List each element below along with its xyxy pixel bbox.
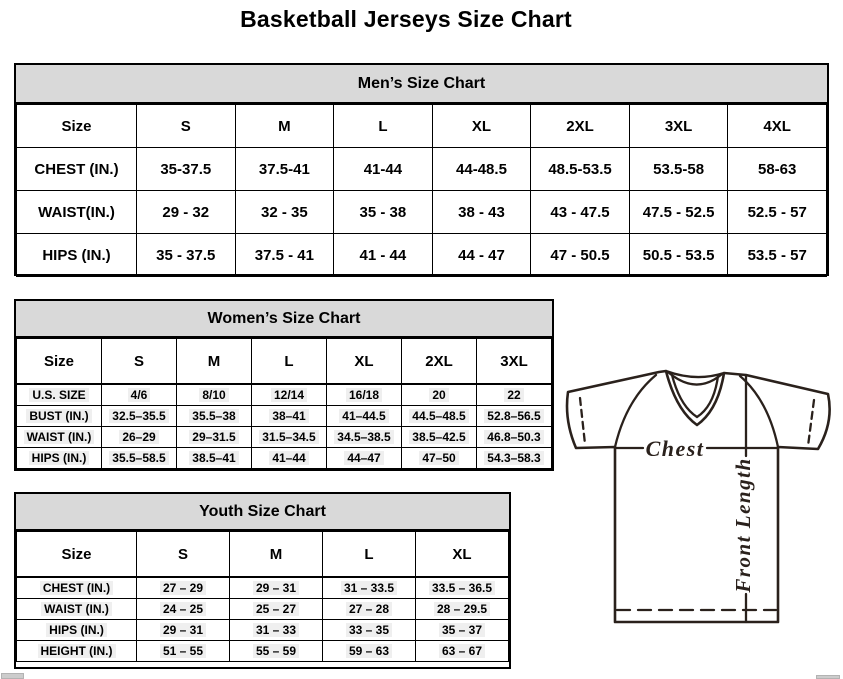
table-cell <box>177 427 252 448</box>
youth-table-title: Youth Size Chart <box>16 494 509 531</box>
table-cell <box>432 148 531 191</box>
cell-text: 41 - 44 <box>359 246 407 264</box>
cell-text: WAIST (IN.) <box>41 602 112 616</box>
table-cell <box>477 448 552 469</box>
table-row <box>17 620 509 641</box>
cell-text: 16/18 <box>346 388 382 402</box>
cell-text: 38.5–41 <box>189 451 238 465</box>
front-length-measure-label: Front Length <box>731 457 755 593</box>
cell-text: L <box>284 352 294 370</box>
cell-text: 35.5–38 <box>189 409 238 423</box>
cell-text: 29 – 31 <box>160 623 206 637</box>
cell-text: 3XL <box>664 117 693 135</box>
table-cell <box>416 641 509 662</box>
cell-text: 46.8–50.3 <box>484 430 543 444</box>
table-cell <box>327 448 402 469</box>
row-label <box>17 406 102 427</box>
table-cell <box>230 577 323 599</box>
table-cell <box>728 191 827 234</box>
table-cell <box>416 620 509 641</box>
table-cell <box>252 406 327 427</box>
cell-text: 4XL <box>763 117 791 135</box>
cell-text: 37.5 - 41 <box>254 246 314 264</box>
table-cell <box>137 577 230 599</box>
table-cell <box>102 427 177 448</box>
table-cell <box>334 191 433 234</box>
cell-text: 41–44.5 <box>339 409 388 423</box>
table-cell <box>235 234 334 277</box>
cell-text: CHEST (IN.) <box>40 581 113 595</box>
table-cell <box>416 577 509 599</box>
youth-size-chart-table <box>14 492 511 669</box>
cell-text: Size <box>61 545 92 563</box>
table-row <box>17 448 552 469</box>
size-header-row <box>17 105 827 148</box>
cell-text: 52.5 - 57 <box>747 203 807 221</box>
cell-text: 44-48.5 <box>456 160 507 178</box>
cell-text: S <box>133 352 144 370</box>
womens-size-chart-table <box>14 299 554 471</box>
table-cell <box>137 148 236 191</box>
cell-text: HIPS (IN.) <box>29 451 90 465</box>
chest-measure-label: Chest <box>645 436 705 461</box>
cell-text: 33 – 35 <box>346 623 392 637</box>
column-header <box>327 339 402 385</box>
table-cell <box>327 384 402 406</box>
table-row <box>17 641 509 662</box>
table-cell <box>102 406 177 427</box>
cell-text: 20 <box>429 388 448 402</box>
table-cell <box>327 427 402 448</box>
table-row <box>17 148 827 191</box>
table-cell <box>230 620 323 641</box>
table-cell <box>402 406 477 427</box>
cell-text: 35 - 38 <box>359 203 407 221</box>
womens-size-table <box>16 338 552 469</box>
cell-text: M <box>278 117 291 135</box>
size-header-row <box>17 339 552 385</box>
table-cell <box>477 384 552 406</box>
column-header <box>416 532 509 578</box>
cell-text: 34.5–38.5 <box>334 430 393 444</box>
table-cell <box>137 191 236 234</box>
cell-text: CHEST (IN.) <box>34 160 119 178</box>
resize-handle-artifact-right <box>816 675 840 679</box>
table-cell <box>102 384 177 406</box>
size-column-header <box>17 532 137 578</box>
column-header <box>252 339 327 385</box>
table-row <box>17 427 552 448</box>
table-row <box>17 577 509 599</box>
table-cell <box>177 406 252 427</box>
cell-text: 48.5-53.5 <box>548 160 612 178</box>
table-cell <box>334 234 433 277</box>
cell-text: L <box>378 117 388 135</box>
cell-text: 38 - 43 <box>458 203 505 221</box>
cell-text: HIPS (IN.) <box>42 246 111 264</box>
row-label <box>17 641 137 662</box>
cell-text: 47–50 <box>419 451 458 465</box>
table-cell <box>629 191 728 234</box>
cell-text: 35-37.5 <box>160 160 212 178</box>
table-cell <box>230 641 323 662</box>
column-header <box>323 532 416 578</box>
cell-text: M <box>207 352 221 370</box>
cell-text: S <box>177 545 188 563</box>
row-label <box>17 384 102 406</box>
cell-text: XL <box>354 352 374 370</box>
mens-size-table <box>16 104 827 277</box>
column-header <box>102 339 177 385</box>
cell-text: Size <box>43 352 74 370</box>
cell-text: Size <box>61 117 92 135</box>
cell-text: 44 - 47 <box>458 246 505 264</box>
cell-text: XL <box>471 117 492 135</box>
cell-text: 44–47 <box>344 451 383 465</box>
size-header-row <box>17 532 509 578</box>
column-header <box>531 105 630 148</box>
cell-text: 31 – 33.5 <box>341 581 397 595</box>
column-header <box>235 105 334 148</box>
cell-text: 44.5–48.5 <box>409 409 468 423</box>
table-cell <box>252 427 327 448</box>
cell-text: S <box>180 117 191 135</box>
cell-text: U.S. SIZE <box>29 388 88 402</box>
cell-text: 29 - 32 <box>162 203 210 221</box>
cell-text: 38.5–42.5 <box>409 430 468 444</box>
cell-text: XL <box>452 545 472 563</box>
table-cell <box>230 599 323 620</box>
table-cell <box>252 448 327 469</box>
cell-text: 33.5 – 36.5 <box>429 581 495 595</box>
table-cell <box>728 234 827 277</box>
cell-text: 2XL <box>566 117 594 135</box>
cell-text: 37.5-41 <box>258 160 310 178</box>
cell-text: 54.3–58.3 <box>484 451 543 465</box>
cell-text: 53.5 - 57 <box>747 246 807 264</box>
cell-text: 35 - 37.5 <box>156 246 216 264</box>
cell-text: 29–31.5 <box>189 430 238 444</box>
row-label <box>17 577 137 599</box>
cell-text: 8/10 <box>199 388 228 402</box>
column-header <box>137 532 230 578</box>
cell-text: 32.5–35.5 <box>109 409 168 423</box>
cell-text: WAIST(IN.) <box>38 203 115 221</box>
table-cell <box>402 384 477 406</box>
cell-text: HIPS (IN.) <box>46 623 107 637</box>
cell-text: 22 <box>504 388 523 402</box>
cell-text: 25 – 27 <box>253 602 299 616</box>
table-row <box>17 191 827 234</box>
mens-size-chart-table <box>14 63 829 276</box>
row-label <box>17 234 137 277</box>
cell-text: 50.5 - 53.5 <box>642 246 715 264</box>
table-cell <box>629 234 728 277</box>
column-header <box>402 339 477 385</box>
cell-text: 3XL <box>500 352 528 370</box>
column-header <box>177 339 252 385</box>
table-cell <box>629 148 728 191</box>
cell-text: 31 – 33 <box>253 623 299 637</box>
table-cell <box>177 384 252 406</box>
cell-text: 53.5-58 <box>653 160 705 178</box>
cell-text: 27 – 28 <box>346 602 392 616</box>
cell-text: 29 – 31 <box>253 581 299 595</box>
cell-text: L <box>364 545 374 563</box>
table-cell <box>137 234 236 277</box>
table-cell <box>137 599 230 620</box>
table-cell <box>402 427 477 448</box>
table-cell <box>323 599 416 620</box>
table-cell <box>235 148 334 191</box>
table-cell <box>531 191 630 234</box>
table-cell <box>432 191 531 234</box>
column-header <box>334 105 433 148</box>
table-row <box>17 599 509 620</box>
table-cell <box>432 234 531 277</box>
cell-text: BUST (IN.) <box>26 409 91 423</box>
size-column-header <box>17 105 137 148</box>
mens-table-title: Men’s Size Chart <box>16 65 827 104</box>
row-label <box>17 191 137 234</box>
row-label <box>17 599 137 620</box>
cell-text: 27 – 29 <box>160 581 206 595</box>
column-header <box>728 105 827 148</box>
cell-text: 58-63 <box>758 160 797 178</box>
cell-text: 47.5 - 52.5 <box>642 203 715 221</box>
womens-table-title: Women’s Size Chart <box>16 301 552 338</box>
table-cell <box>323 577 416 599</box>
cell-text: 32 - 35 <box>260 203 308 221</box>
table-cell <box>102 448 177 469</box>
cell-text: 55 – 59 <box>253 644 299 658</box>
cell-text: 41–44 <box>269 451 308 465</box>
cell-text: 2XL <box>425 352 453 370</box>
column-header <box>629 105 728 148</box>
column-header <box>230 532 323 578</box>
row-label <box>17 148 137 191</box>
page-title: Basketball Jerseys Size Chart <box>240 6 572 32</box>
jersey-silhouette <box>567 371 830 622</box>
cell-text: 12/14 <box>271 388 307 402</box>
table-cell <box>531 148 630 191</box>
column-header <box>477 339 552 385</box>
size-column-header <box>17 339 102 385</box>
table-row <box>17 234 827 277</box>
cell-text: 43 - 47.5 <box>550 203 610 221</box>
jersey-measurement-diagram <box>556 362 843 632</box>
cell-text: 47 - 50.5 <box>550 246 610 264</box>
column-header <box>432 105 531 148</box>
row-label <box>17 448 102 469</box>
table-cell <box>728 148 827 191</box>
table-cell <box>477 427 552 448</box>
cell-text: 28 – 29.5 <box>434 602 490 616</box>
cell-text: HEIGHT (IN.) <box>38 644 116 658</box>
table-row <box>17 406 552 427</box>
table-cell <box>402 448 477 469</box>
table-cell <box>252 384 327 406</box>
column-header <box>137 105 236 148</box>
cell-text: WAIST (IN.) <box>24 430 95 444</box>
table-cell <box>531 234 630 277</box>
cell-text: 59 – 63 <box>346 644 392 658</box>
cell-text: 26–29 <box>119 430 158 444</box>
row-label <box>17 427 102 448</box>
youth-size-table <box>16 531 509 662</box>
cell-text: 4/6 <box>128 388 151 402</box>
table-cell <box>334 148 433 191</box>
table-cell <box>323 620 416 641</box>
cell-text: 31.5–34.5 <box>259 430 318 444</box>
cell-text: 35.5–58.5 <box>109 451 168 465</box>
table-cell <box>235 191 334 234</box>
cell-text: 24 – 25 <box>160 602 206 616</box>
table-cell <box>137 620 230 641</box>
cell-text: 51 – 55 <box>160 644 206 658</box>
table-cell <box>323 641 416 662</box>
table-cell <box>416 599 509 620</box>
table-cell <box>177 448 252 469</box>
cell-text: M <box>269 545 283 563</box>
table-row <box>17 384 552 406</box>
table-cell <box>137 641 230 662</box>
cell-text: 52.8–56.5 <box>484 409 543 423</box>
cell-text: 63 – 67 <box>439 644 485 658</box>
cell-text: 38–41 <box>269 409 308 423</box>
table-cell <box>327 406 402 427</box>
cell-text: 35 – 37 <box>439 623 485 637</box>
cell-text: 41-44 <box>363 160 403 178</box>
table-cell <box>477 406 552 427</box>
resize-handle-artifact-left <box>1 673 24 679</box>
row-label <box>17 620 137 641</box>
